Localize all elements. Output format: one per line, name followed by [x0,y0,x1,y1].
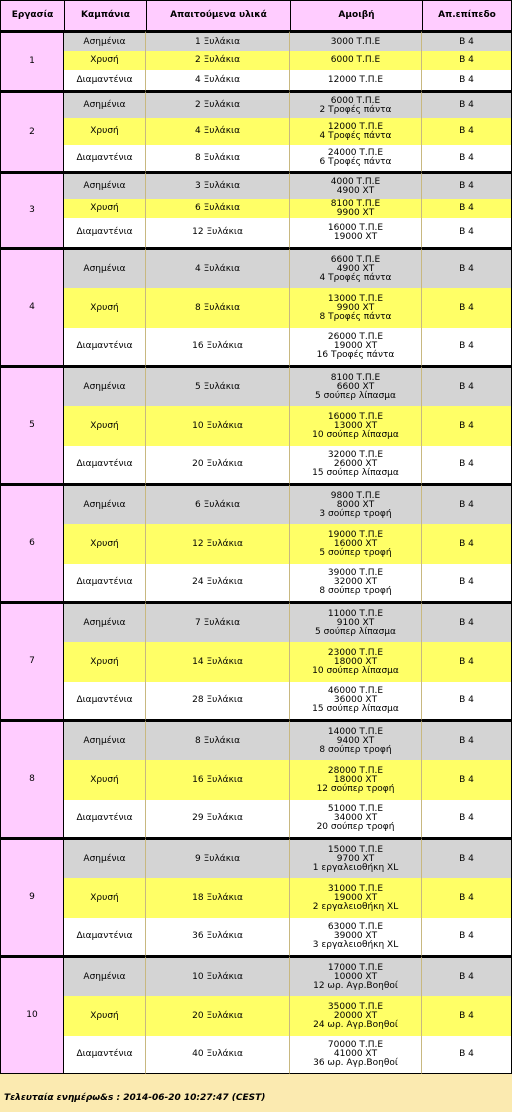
materials-cell: 28 Ξυλάκια [146,682,290,720]
reward-line: 12 ωρ. Αγρ.Βοηθοί [313,980,398,991]
level-cell: Β 4 [422,248,512,288]
reward-cell [290,328,422,366]
reward-line: 8100 Τ.Π.Ε [330,372,381,383]
reward-line: 24000 Τ.Π.Ε [327,148,384,158]
level-cell: Β 4 [422,720,512,760]
campaign-cell: Ασημένια [64,720,146,760]
level-cell: Β 4 [422,328,512,366]
campaign-cell: Διαμαντένια [64,218,146,248]
reward-line: 8100 Τ.Π.Ε [330,199,381,209]
table-row [0,406,512,446]
reward-line: 5 σούπερ τροφή [319,547,392,558]
table-row [0,720,512,760]
campaign-cell: Ασημένια [64,31,146,51]
reward-line: 1 εργαλειοθήκη XL [312,862,399,873]
reward-cell [290,446,422,484]
campaign-cell: Διαμαντένια [64,800,146,838]
table-row [0,642,512,682]
table-row [0,524,512,564]
reward-cell [290,564,422,602]
campaign-cell: Χρυσή [64,118,146,145]
table-header-row [0,0,512,31]
reward-line: 6600 ΧΤ [336,381,375,392]
reward-cell [290,118,422,145]
reward-line: 8 σούπερ τροφή [319,586,392,596]
campaign-cell: Διαμαντένια [64,145,146,172]
reward-line: 15000 Τ.Π.Ε [327,844,384,855]
table-row [0,602,512,642]
reward-line: 8000 ΧΤ [336,499,375,510]
reward-line: 12 σούπερ τροφή [316,783,395,794]
reward-cell [290,172,422,199]
table-row [0,118,512,145]
level-cell: Β 4 [422,446,512,484]
reward-line: 16000 Τ.Π.Ε [327,222,384,233]
level-cell: Β 4 [422,484,512,524]
reward-cell [290,366,422,406]
reward-cell [290,199,422,218]
reward-line: 26000 Τ.Π.Ε [327,332,384,342]
table-row [0,1036,512,1074]
level-cell: Β 4 [422,800,512,838]
reward-cell [290,602,422,642]
reward-line: 10 σούπερ λίπασμα [312,429,399,440]
reward-line: 39000 Τ.Π.Ε [327,568,384,578]
materials-cell: 2 Ξυλάκια [146,51,290,70]
reward-line: 2 εργαλειοθήκη XL [312,901,399,912]
materials-cell: 1 Ξυλάκια [146,31,290,51]
reward-line: 6000 Τ.Π.Ε [330,55,381,65]
reward-line: 35000 Τ.Π.Ε [327,1001,384,1012]
campaign-cell: Ασημένια [64,956,146,996]
materials-cell: 3 Ξυλάκια [146,172,290,199]
task-number: 3 [0,172,64,248]
campaign-cell: Ασημένια [64,248,146,288]
campaign-cell: Διαμαντένια [64,1036,146,1074]
table-row [0,31,512,51]
level-cell: Β 4 [422,602,512,642]
materials-cell: 12 Ξυλάκια [146,218,290,248]
materials-cell: 4 Ξυλάκια [146,248,290,288]
reward-cell [290,288,422,328]
materials-cell: 9 Ξυλάκια [146,838,290,878]
level-cell: Β 4 [422,70,512,91]
materials-cell: 8 Ξυλάκια [146,720,290,760]
level-cell: Β 4 [422,218,512,248]
campaign-cell: Διαμαντένια [64,918,146,956]
reward-line: 36 ωρ. Αγρ.Βοηθοί [313,1058,398,1068]
level-cell: Β 4 [422,118,512,145]
table-row [0,918,512,956]
reward-line: 31000 Τ.Π.Ε [327,883,384,894]
reward-line: 20 σούπερ τροφή [316,822,395,832]
reward-line: 15 σούπερ λίπασμα [312,704,399,714]
table-row [0,51,512,70]
materials-cell: 6 Ξυλάκια [146,484,290,524]
materials-cell: 36 Ξυλάκια [146,918,290,956]
level-cell: Β 4 [422,145,512,172]
header-task: Εργασία [0,0,64,31]
materials-cell: 10 Ξυλάκια [146,956,290,996]
campaign-cell: Ασημένια [64,172,146,199]
reward-cell [290,800,422,838]
reward-line: 16000 ΧΤ [333,538,378,549]
reward-line: 70000 Τ.Π.Ε [327,1040,384,1050]
reward-line: 51000 Τ.Π.Ε [327,804,384,814]
reward-cell [290,760,422,800]
reward-line: 18000 ΧΤ [333,656,378,667]
reward-line: 3000 Τ.Π.Ε [330,36,381,47]
level-cell: Β 4 [422,406,512,446]
reward-line: 4000 Τ.Π.Ε [330,176,381,187]
campaign-cell: Ασημένια [64,366,146,406]
table-row [0,199,512,218]
reward-line: 9100 ΧΤ [336,617,375,628]
reward-line: 10 σούπερ λίπασμα [312,665,399,676]
campaign-cell: Ασημένια [64,91,146,118]
level-cell: Β 4 [422,199,512,218]
table-row [0,248,512,288]
reward-cell [290,682,422,720]
reward-line: 41000 ΧΤ [333,1049,378,1059]
level-cell: Β 4 [422,31,512,51]
reward-cell [290,91,422,118]
campaign-cell: Χρυσή [64,406,146,446]
level-cell: Β 4 [422,288,512,328]
materials-cell: 40 Ξυλάκια [146,1036,290,1074]
materials-cell: 6 Ξυλάκια [146,199,290,218]
materials-cell: 7 Ξυλάκια [146,602,290,642]
reward-cell [290,406,422,446]
reward-line: 39000 ΧΤ [333,931,378,941]
table-row [0,145,512,172]
reward-cell [290,838,422,878]
campaign-cell: Ασημένια [64,484,146,524]
reward-line: 26000 ΧΤ [333,459,378,469]
table-row [0,288,512,328]
header-materials: Απαιτούμενα υλικά [146,0,290,31]
task-number: 7 [0,602,64,720]
campaign-cell: Χρυσή [64,524,146,564]
reward-cell [290,878,422,918]
reward-line: 9900 ΧΤ [336,207,375,218]
reward-line: 9900 ΧΤ [336,302,375,313]
task-number: 8 [0,720,64,838]
reward-line: 17000 Τ.Π.Ε [327,962,384,973]
campaign-cell: Χρυσή [64,760,146,800]
table-row [0,446,512,484]
table-row [0,91,512,118]
reward-line: 13000 Τ.Π.Ε [327,293,384,304]
task-number: 2 [0,91,64,172]
reward-line: 9400 ΧΤ [336,735,375,746]
level-cell: Β 4 [422,524,512,564]
reward-cell [290,642,422,682]
reward-cell [290,248,422,288]
reward-line: 11000 Τ.Π.Ε [327,608,384,619]
level-cell: Β 4 [422,838,512,878]
table-row [0,800,512,838]
campaign-cell: Διαμαντένια [64,446,146,484]
reward-line: 3 σούπερ τροφή [319,508,392,519]
campaign-cell: Χρυσή [64,288,146,328]
reward-line: 34000 ΧΤ [333,813,378,823]
reward-line: 6600 Τ.Π.Ε [330,254,381,265]
campaign-cell: Ασημένια [64,838,146,878]
level-cell: Β 4 [422,918,512,956]
reward-cell [290,145,422,172]
level-cell: Β 4 [422,956,512,996]
task-number: 10 [0,956,64,1074]
reward-line: 23000 Τ.Π.Ε [327,647,384,658]
materials-cell: 20 Ξυλάκια [146,996,290,1036]
materials-cell: 20 Ξυλάκια [146,446,290,484]
level-cell: Β 4 [422,996,512,1036]
reward-cell [290,1036,422,1074]
campaign-cell: Χρυσή [64,199,146,218]
table-body [0,31,512,1074]
table-row [0,878,512,918]
reward-cell [290,31,422,51]
reward-line: 19000 ΧΤ [333,231,378,242]
campaign-cell: Χρυσή [64,878,146,918]
reward-line: 12000 Τ.Π.Ε [327,74,384,85]
materials-cell: 24 Ξυλάκια [146,564,290,602]
table-row [0,956,512,996]
header-campaign: Καμπάνια [64,0,146,31]
reward-line: 16 Τροφές πάντα [316,350,395,360]
table-row [0,838,512,878]
materials-cell: 2 Ξυλάκια [146,91,290,118]
materials-cell: 10 Ξυλάκια [146,406,290,446]
reward-line: 10000 ΧΤ [333,971,378,982]
level-cell: Β 4 [422,682,512,720]
campaign-cell: Διαμαντένια [64,328,146,366]
table-row [0,218,512,248]
materials-cell: 5 Ξυλάκια [146,366,290,406]
table-row [0,760,512,800]
level-cell: Β 4 [422,564,512,602]
reward-line: 20000 ΧΤ [333,1010,378,1021]
campaign-cell: Διαμαντένια [64,682,146,720]
reward-line: 6000 Τ.Π.Ε [330,95,381,106]
task-number: 4 [0,248,64,366]
reward-line: 2 Τροφές πάντα [319,104,392,115]
reward-line: 5 σούπερ λίπασμα [315,390,396,401]
reward-line: 8 Τροφές πάντα [319,311,392,322]
materials-cell: 14 Ξυλάκια [146,642,290,682]
reward-line: 63000 Τ.Π.Ε [327,922,384,932]
reward-cell [290,70,422,91]
reward-line: 4 Τροφές πάντα [319,130,392,141]
reward-cell [290,720,422,760]
reward-line: 18000 ΧΤ [333,774,378,785]
table-row [0,172,512,199]
reward-line: 19000 ΧΤ [333,341,378,351]
level-cell: Β 4 [422,642,512,682]
campaign-cell: Χρυσή [64,996,146,1036]
reward-cell [290,218,422,248]
materials-cell: 12 Ξυλάκια [146,524,290,564]
reward-line: 13000 ΧΤ [333,420,378,431]
table-row [0,484,512,524]
table-row [0,996,512,1036]
task-number: 1 [0,31,64,91]
reward-cell [290,51,422,70]
campaign-cell: Ασημένια [64,602,146,642]
last-updated-text: Τελευταία ενημέρω&s : 2014-06-20 10:27:47 (CEST) [4,1093,266,1103]
reward-cell [290,956,422,996]
table-row [0,682,512,720]
materials-cell: 4 Ξυλάκια [146,118,290,145]
table-row [0,328,512,366]
reward-line: 28000 Τ.Π.Ε [327,765,384,776]
reward-line: 4 Τροφές πάντα [319,272,392,283]
reward-line: 9700 ΧΤ [336,853,375,864]
reward-line: 19000 Τ.Π.Ε [327,529,384,540]
campaign-cell: Διαμαντένια [64,564,146,602]
reward-cell [290,918,422,956]
reward-cell [290,524,422,564]
reward-line: 6 Τροφές πάντα [319,157,392,167]
task-number: 5 [0,366,64,484]
level-cell: Β 4 [422,366,512,406]
reward-line: 32000 Τ.Π.Ε [327,450,384,460]
reward-line: 24 ωρ. Αγρ.Βοηθοί [313,1019,398,1030]
reward-cell [290,996,422,1036]
materials-cell: 29 Ξυλάκια [146,800,290,838]
campaign-cell: Διαμαντένια [64,70,146,91]
table-row [0,70,512,91]
header-reward: Αμοιβή [290,0,422,31]
level-cell: Β 4 [422,878,512,918]
reward-line: 14000 Τ.Π.Ε [327,726,384,737]
materials-cell: 8 Ξυλάκια [146,288,290,328]
materials-cell: 16 Ξυλάκια [146,760,290,800]
materials-cell: 4 Ξυλάκια [146,70,290,91]
materials-cell: 18 Ξυλάκια [146,878,290,918]
header-level: Απ.επίπεδο [422,0,512,31]
reward-line: 9800 Τ.Π.Ε [330,490,381,501]
task-number: 6 [0,484,64,602]
reward-line: 4900 ΧΤ [336,185,375,196]
level-cell: Β 4 [422,91,512,118]
reward-line: 5 σούπερ λίπασμα [315,626,396,637]
level-cell: Β 4 [422,172,512,199]
reward-line: 8 σούπερ τροφή [319,744,392,755]
campaign-cell: Χρυσή [64,642,146,682]
task-number: 9 [0,838,64,956]
level-cell: Β 4 [422,1036,512,1074]
reward-line: 4900 ΧΤ [336,263,375,274]
materials-cell: 16 Ξυλάκια [146,328,290,366]
level-cell: Β 4 [422,51,512,70]
reward-line: 32000 ΧΤ [333,577,378,587]
reward-line: 36000 ΧΤ [333,695,378,705]
reward-line: 16000 Τ.Π.Ε [327,411,384,422]
campaign-cell: Χρυσή [64,51,146,70]
table-row [0,564,512,602]
reward-line: 15 σούπερ λίπασμα [312,468,399,478]
materials-cell: 8 Ξυλάκια [146,145,290,172]
reward-line: 3 εργαλειοθήκη XL [312,940,399,950]
reward-line: 12000 Τ.Π.Ε [327,121,384,132]
reward-line: 46000 Τ.Π.Ε [327,686,384,696]
reward-line: 19000 ΧΤ [333,892,378,903]
reward-cell [290,484,422,524]
level-cell: Β 4 [422,760,512,800]
table-row [0,366,512,406]
